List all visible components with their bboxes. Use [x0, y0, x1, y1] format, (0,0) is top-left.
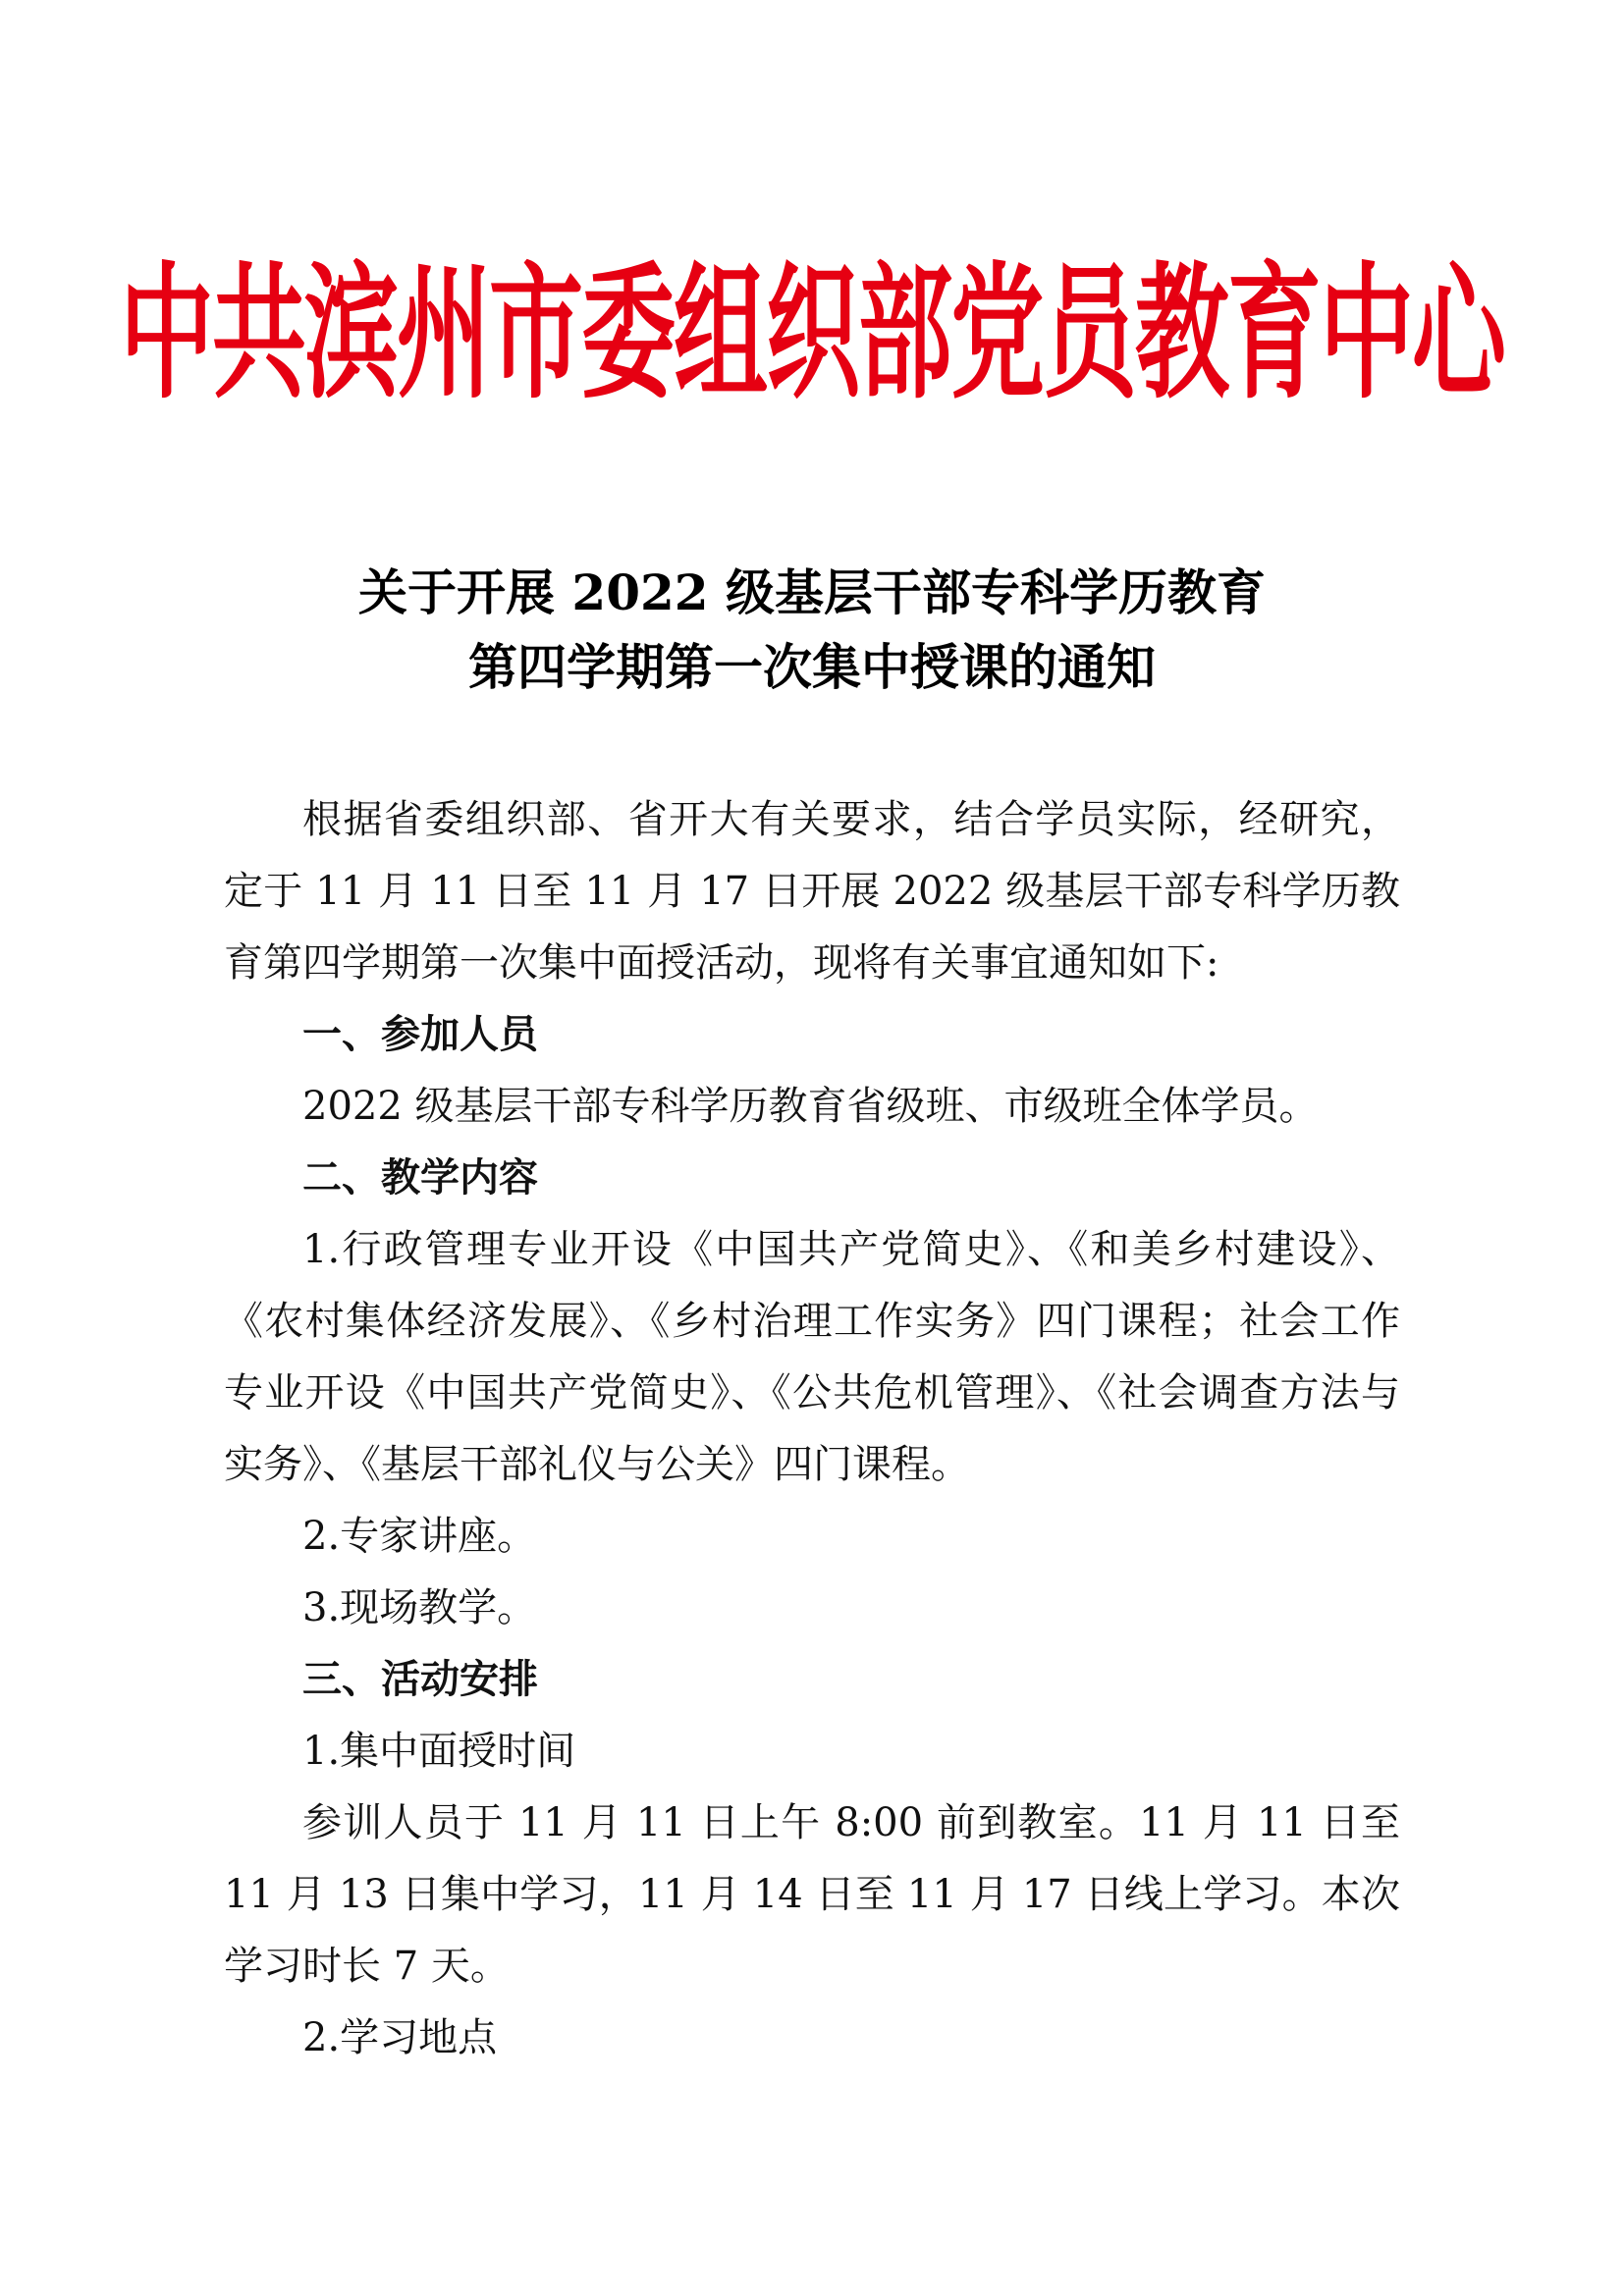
- section-heading-participants: 一、参加人员: [302, 1012, 538, 1057]
- teaching-content-item-3: 3.现场教学。: [302, 1585, 537, 1630]
- teaching-content-item-1: 1.行政管理专业开设《中国共产党简史》、《和美乡村建设》、《农村集体经济发展》、《乡村治理工作实务》四门课程；社会工作专业开设《中国共产党简史》、《公共危机管理》、《社会调查方法与实务》、《基层干部礼仪与公关》四门课程。: [224, 1227, 1400, 1487]
- section-heading-teaching-content: 二、教学内容: [302, 1155, 538, 1201]
- participants-paragraph: 2022 级基层干部专科学历教育省级班、市级班全体学员。: [302, 1084, 1319, 1129]
- notice-title-line-2: 第四学期第一次集中授课的通知: [468, 638, 1156, 696]
- arrangement-time-paragraph: 参训人员于 11 月 11 日上午 8:00 前到教室。11 月 11 日至 11 月 13 日集中学习，11 月 14 日至 11 月 17 日线上学习。本次学习时长 7 天。: [224, 1800, 1400, 1989]
- notice-body: [224, 784, 1400, 2074]
- section-heading-arrangements: 三、活动安排: [302, 1657, 538, 1702]
- arrangement-subheading-location: 2.学习地点: [302, 2015, 498, 2060]
- arrangement-subheading-time: 1.集中面授时间: [302, 1729, 576, 1774]
- intro-paragraph: 根据省委组织部、省开大有关要求，结合学员实际，经研究，定于 11 月 11 日至 11 月 17 日开展 2022 级基层干部专科学历教育第四学期第一次集中面授活动，现将有关事宜通知如下:: [224, 797, 1400, 986]
- org-header-title: 中共滨州市委组织部党员教育中心: [120, 248, 1504, 419]
- teaching-content-item-2: 2.专家讲座。: [302, 1514, 537, 1559]
- notice-title: [0, 556, 1624, 705]
- notice-title-line-1: 关于开展 2022 级基层干部专科学历教育: [358, 563, 1266, 621]
